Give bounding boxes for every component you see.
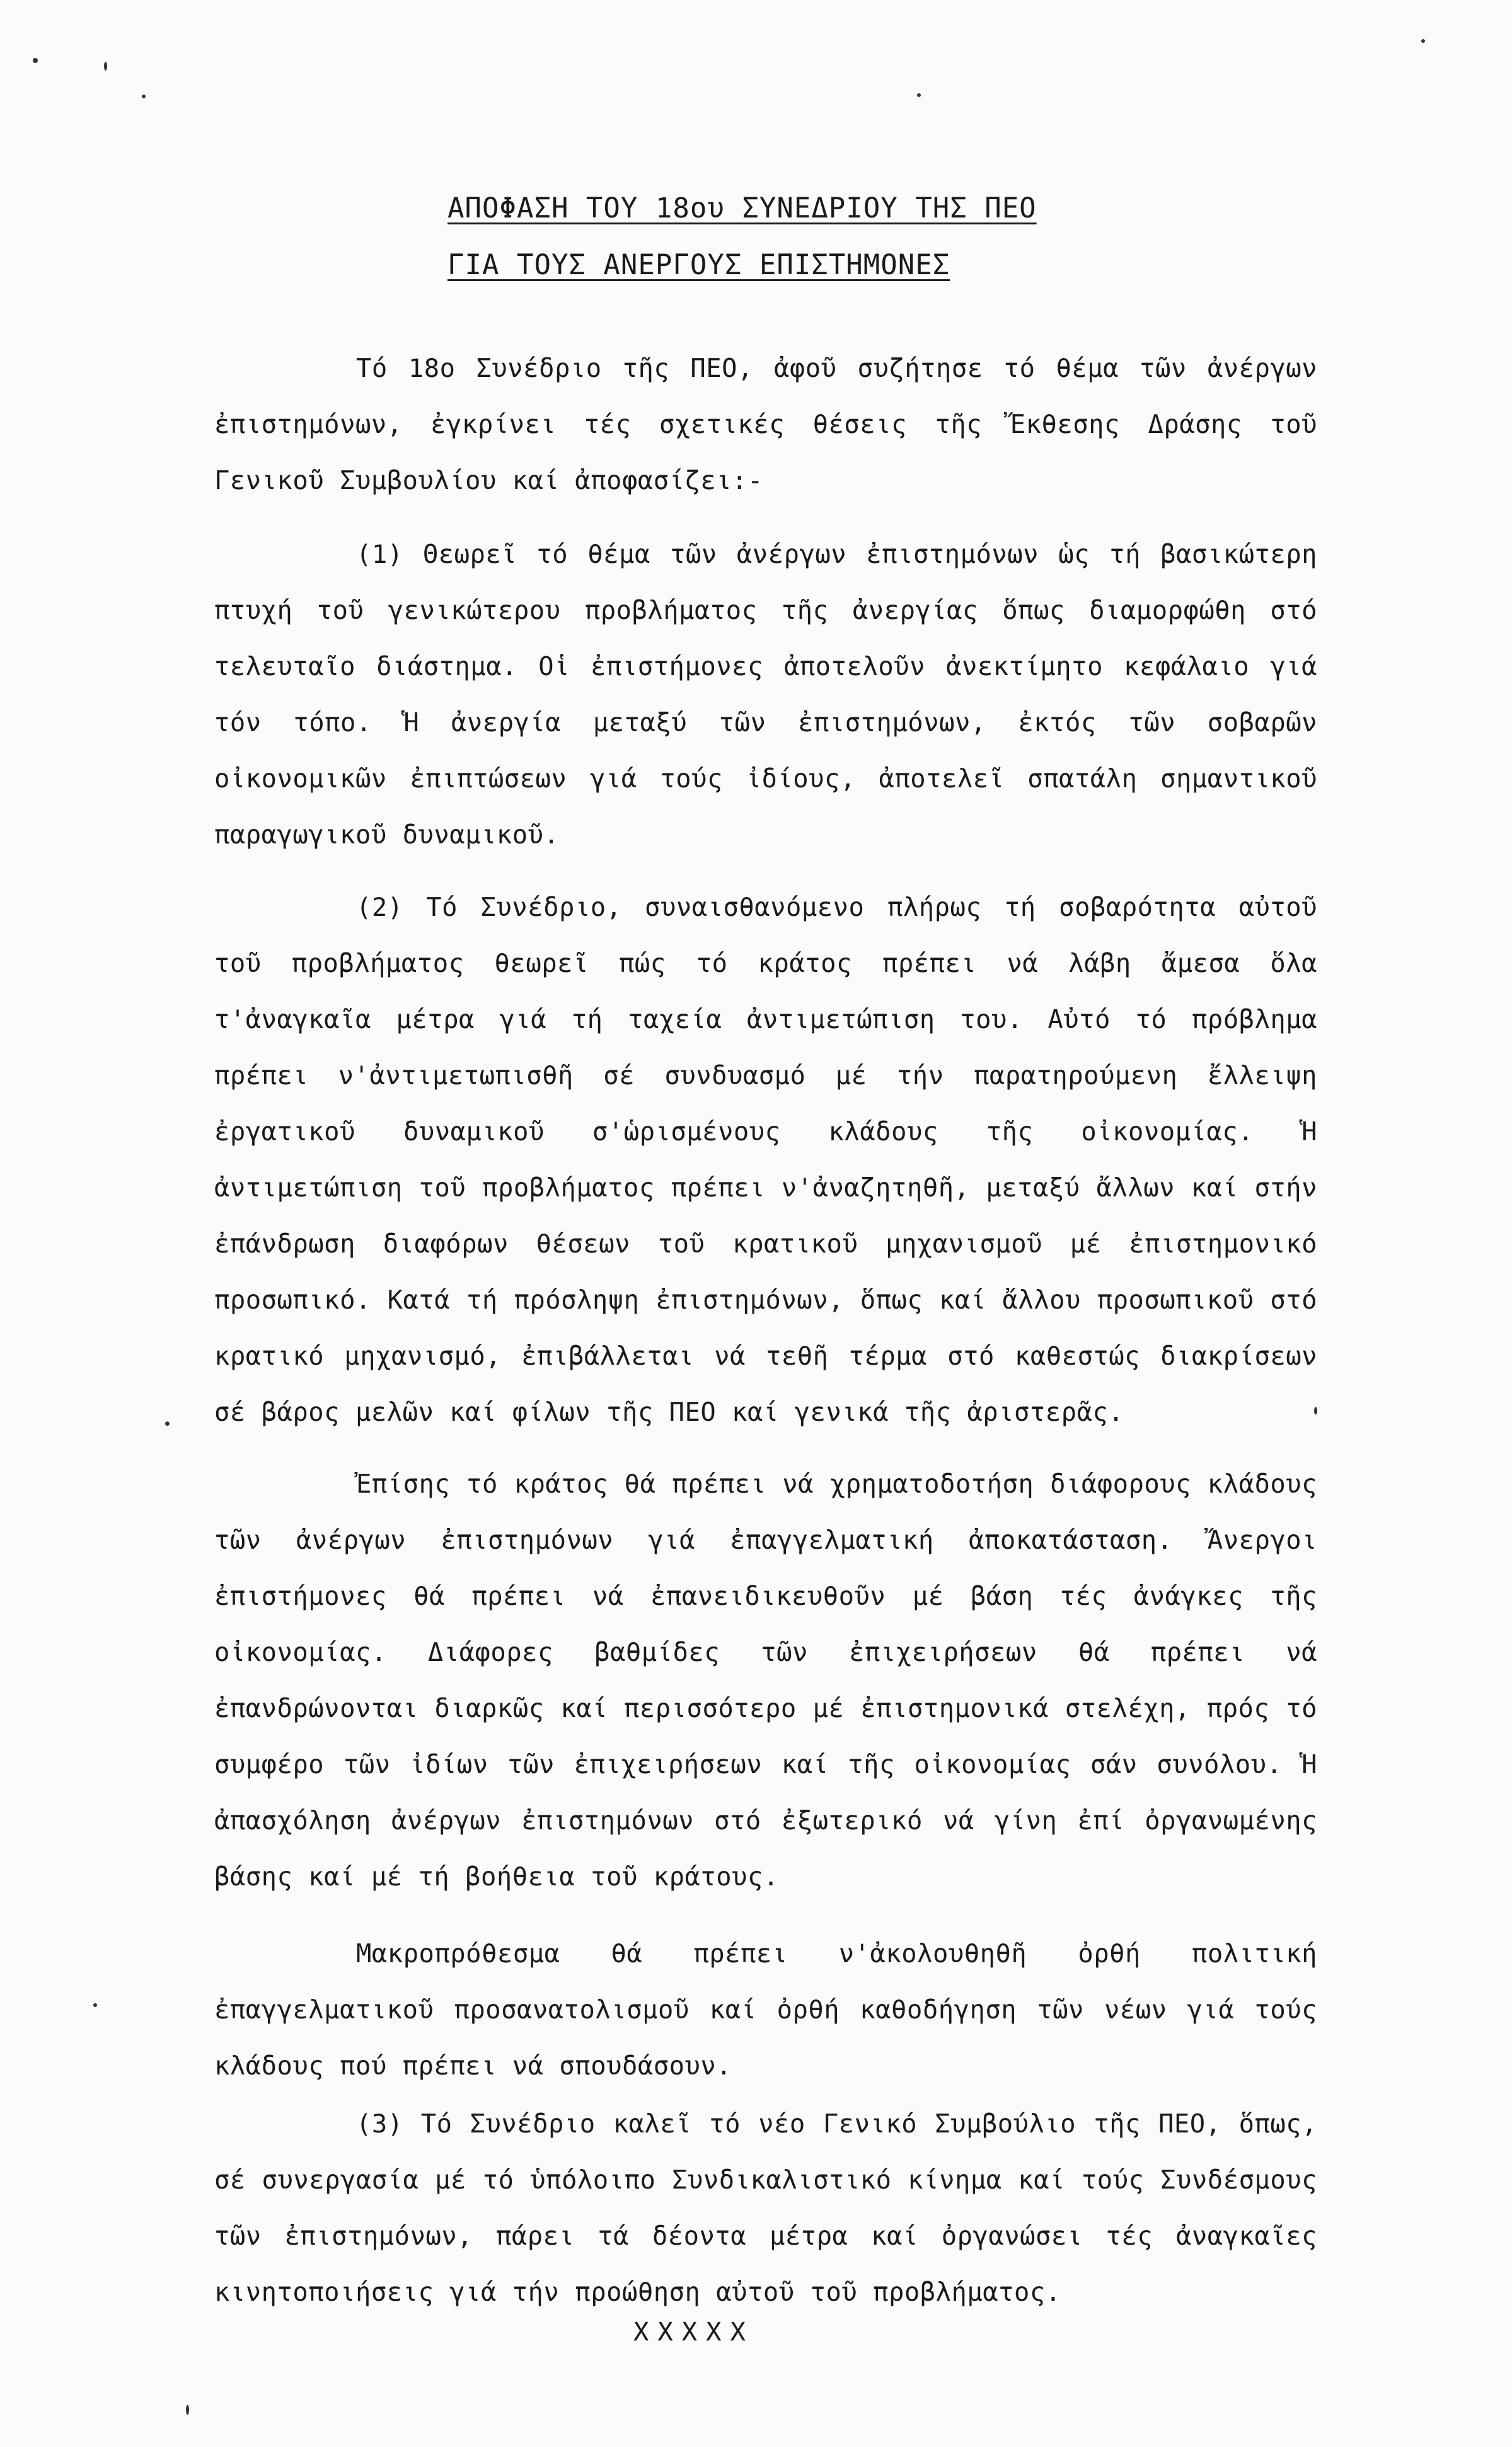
- scan-speck: [1421, 39, 1425, 43]
- paragraph-point-2-continued: Ἐπίσης τό κράτος θά πρέπει νά χρηματοδοτήση διάφορους κλάδους τῶν ἀνέργων ἐπιστημόνων γιά ἐπαγγελματική ἀποκατάσταση. Ἄνεργοι ἐπιστήμονες θά πρέπει νά ἐπανειδικευθοῦν μέ βάση τές ἀνάγκες τῆς οἰκονομίας. Διάφορες βαθμίδες τῶν ἐπιχειρήσεων θά πρέπει νά ἐπανδρώνονται διαρκῶς καί περισσότερο μέ ἐπιστημονικά στελέχη, πρός τό συμφέρο τῶν ἰδίων τῶν ἐπιχειρήσεων καί τῆς οἰκονομίας σάν συνόλου. Ἡ ἀπασχόληση ἀνέργων ἐπιστημόνων στό ἐξωτερικό νά γίνη ἐπί ὀργανωμένης βάσης καί μέ τή βοήθεια τοῦ κράτους.: [214, 1469, 1317, 1892]
- paragraph-long-term: Μακροπρόθεσμα θά πρέπει ν'ἀκολουθηθῆ ὀρθή πολιτική ἐπαγγελματικοῦ προσανατολισμοῦ καί ὀρθή καθοδήγηση τῶν νέων γιά τούς κλάδους πού πρέπει νά σπουδάσουν.: [214, 1938, 1317, 2081]
- paragraph-intro: Τό 18ο Συνέδριο τῆς ΠΕΟ, ἀφοῦ συζήτησε τό θέμα τῶν ἀνέργων ἐπιστημόνων, ἐγκρίνει τές σχετικές θέσεις τῆς Ἔκθεσης Δράσης τοῦ Γενικοῦ Συμβουλίου καί ἀποφασίζει:-: [214, 353, 1317, 495]
- scan-speck: [165, 1421, 170, 1426]
- paragraph-point-1: (1) Θεωρεῖ τό θέμα τῶν ἀνέργων ἐπιστημόνων ὡς τή βασικώτερη πτυχή τοῦ γενικώτερου προβλήματος τῆς ἀνεργίας ὅπως διαμορφώθη στό τελευταῖο διάστημα. Οἱ ἐπιστήμονες ἀποτελοῦν ἀνεκτίμητο κεφάλαιο γιά τόν τόπο. Ἡ ἀνεργία μεταξύ τῶν ἐπιστημόνων, ἐκτός τῶν σοβαρῶν οἰκονομικῶν ἐπιπτώσεων γιά τούς ἰδίους, ἀποτελεῖ σπατάλη σημαντικοῦ παραγωγικοῦ δυναμικοῦ.: [214, 539, 1317, 850]
- document-title-line-2: ΓΙΑ ΤΟΥΣ ΑΝΕΡΓΟΥΣ ΕΠΙΣΤΗΜΟΝΕΣ: [447, 249, 950, 281]
- paragraph-point-2: (2) Τό Συνέδριο, συναισθανόμενο πλήρως τή σοβαρότητα αὐτοῦ τοῦ προβλήματος θεωρεῖ πώς τό κράτος πρέπει νά λάβη ἄμεσα ὅλα τ'ἀναγκαῖα μέτρα γιά τή ταχεία ἀντιμετώπιση του. Αὐτό τό πρόβλημα πρέπει ν'ἀντιμετωπισθῆ σέ συνδυασμό μέ τήν παρατηρούμενη ἔλλειψη ἐργατικοῦ δυναμικοῦ σ'ὡρισμένους κλάδους τῆς οἰκονομίας. Ἡ ἀντιμετώπιση τοῦ προβλήματος πρέπει ν'ἀναζητηθῆ, μεταξύ ἄλλων καί στήν ἐπάνδρωση διαφόρων θέσεων τοῦ κρατικοῦ μηχανισμοῦ μέ ἐπιστημονικό προσωπικό. Κατά τή πρόσληψη ἐπιστημόνων, ὅπως καί ἄλλου προσωπικοῦ στό κρατικό μηχανισμό, ἐπιβάλλεται νά τεθῆ τέρμα στό καθεστώς διακρίσεων σέ βάρος μελῶν καί φίλων τῆς ΠΕΟ καί γενικά τῆς ἀριστερᾶς.: [214, 892, 1317, 1427]
- scan-speck: [93, 2003, 97, 2007]
- scan-speck: [917, 93, 921, 97]
- scan-speck: [33, 58, 38, 63]
- scan-speck: [104, 62, 107, 71]
- closing-mark: XXXXX: [633, 2317, 754, 2347]
- document-title-line-1: ΑΠΟΦΑΣΗ ΤΟΥ 18ου ΣΥΝΕΔΡΙΟΥ ΤΗΣ ΠΕΟ: [447, 192, 1037, 224]
- scan-speck: [142, 95, 146, 98]
- paragraph-point-3: (3) Τό Συνέδριο καλεῖ τό νέο Γενικό Συμβούλιο τῆς ΠΕΟ, ὅπως, σέ συνεργασία μέ τό ὑπόλοιπο Συνδικαλιστικό κίνημα καί τούς Συνδέσμους τῶν ἐπιστημόνων, πάρει τά δέοντα μέτρα καί ὀργανώσει τές ἀναγκαῖες κινητοποιήσεις γιά τήν προώθηση αὐτοῦ τοῦ προβλήματος.: [214, 2109, 1317, 2307]
- scan-speck: [1314, 1407, 1317, 1414]
- scan-speck: [186, 2405, 189, 2415]
